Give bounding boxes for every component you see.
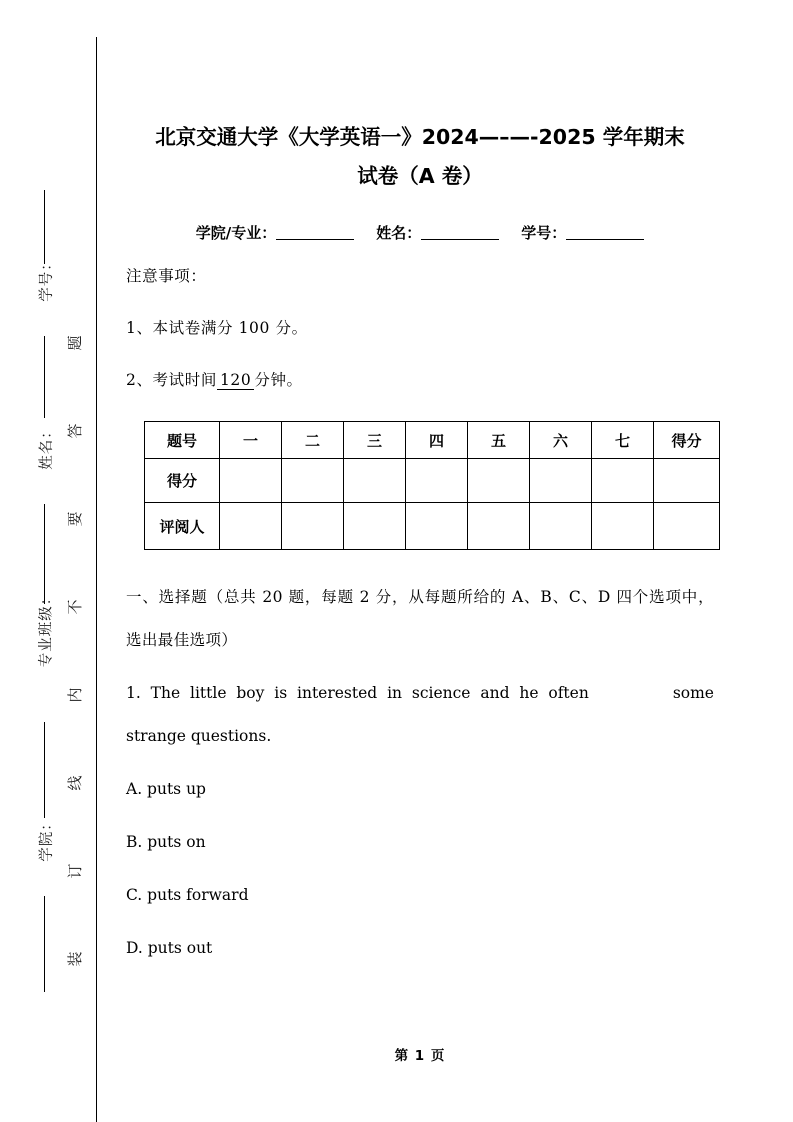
student-info-line (126, 222, 714, 243)
score-table (144, 421, 720, 550)
score-table-cell: 五 (468, 422, 530, 459)
score-table-cell[interactable] (592, 459, 654, 503)
question-1-option-b[interactable]: B. puts on (126, 833, 206, 851)
score-table-cell[interactable] (406, 459, 468, 503)
score-table-cell[interactable] (468, 459, 530, 503)
score-table-cell[interactable] (654, 503, 720, 550)
score-table-cell[interactable] (282, 503, 344, 550)
binding-field-blank[interactable] (44, 190, 45, 264)
question-1-option-d[interactable]: D. puts out (126, 939, 213, 957)
binding-field-label: 学院： (38, 815, 55, 862)
table-row (145, 459, 720, 503)
college-major-blank[interactable] (276, 224, 354, 240)
score-table-row-head: 评阅人 (145, 503, 220, 550)
binding-field-student-id (22, 255, 68, 332)
score-table-cell[interactable] (530, 503, 592, 550)
student-id-blank[interactable] (566, 224, 644, 240)
score-table-cell[interactable] (282, 459, 344, 503)
table-row (145, 503, 720, 550)
score-table-cell: 得分 (654, 422, 720, 459)
exam-title-line-1: 北京交通大学《大学英语一》2024—–—-2025 学年期末 (155, 125, 685, 149)
student-id-label: 学号： (521, 224, 567, 242)
seal-char: 不 (66, 599, 84, 615)
seal-char: 线 (66, 775, 84, 791)
question-1-text-after-blank: some strange questions. (126, 684, 714, 745)
notices-block (126, 265, 714, 391)
notice-item-2 (126, 369, 714, 391)
page-title (126, 0, 714, 196)
seal-char: 题 (66, 335, 84, 351)
question-1-text-before-blank: 1. The little boy is interested in science and he often (126, 684, 589, 702)
question-1-option-c[interactable]: C. puts forward (126, 886, 249, 904)
score-table-cell[interactable] (468, 503, 530, 550)
score-table-cell[interactable] (592, 503, 654, 550)
score-table-row-head: 题号 (145, 422, 220, 459)
seal-char: 要 (66, 511, 84, 527)
score-table-cell: 二 (282, 422, 344, 459)
score-table-cell: 四 (406, 422, 468, 459)
binding-field-label: 姓名： (38, 423, 55, 470)
score-table-cell[interactable] (344, 503, 406, 550)
binding-vertical-rule (96, 37, 97, 1122)
seal-char: 答 (66, 423, 84, 439)
table-row (145, 422, 720, 459)
seal-char: 内 (66, 687, 84, 703)
notice-item-2-suffix: 分钟。 (254, 371, 303, 389)
score-table-cell[interactable] (654, 459, 720, 503)
name-blank[interactable] (421, 224, 499, 240)
binding-field-blank[interactable] (44, 336, 45, 418)
binding-field-column (22, 0, 68, 1122)
score-table-cell[interactable] (344, 459, 406, 503)
score-table-cell: 七 (592, 422, 654, 459)
score-table-cell[interactable] (530, 459, 592, 503)
seal-char: 订 (66, 863, 84, 879)
binding-field-blank[interactable] (44, 896, 45, 992)
question-1 (126, 672, 714, 758)
binding-field-name (22, 423, 68, 500)
name-label: 姓名： (376, 224, 422, 242)
college-major-label: 学院/专业： (195, 224, 277, 242)
score-table-cell: 三 (344, 422, 406, 459)
score-table-cell[interactable] (220, 459, 282, 503)
notice-item-2-prefix: 2、考试时间 (126, 371, 217, 389)
score-table-cell: 六 (530, 422, 592, 459)
score-table-cell[interactable] (406, 503, 468, 550)
binding-field-label: 专业班级： (38, 589, 55, 668)
page-footer: 第 1 页 (394, 1048, 446, 1064)
seal-char: 装 (66, 951, 84, 967)
binding-field-college (22, 815, 68, 892)
score-table-row-head: 得分 (145, 459, 220, 503)
binding-field-label: 学号： (38, 255, 55, 302)
score-table-cell[interactable] (220, 503, 282, 550)
exam-duration-value: 120 (217, 371, 254, 390)
notices-heading: 注意事项： (126, 267, 207, 285)
exam-sheet (126, 0, 714, 1122)
binding-field-class (22, 589, 68, 714)
exam-title-line-2: 试卷（A 卷） (357, 164, 483, 188)
question-1-option-a[interactable]: A. puts up (126, 780, 206, 798)
binding-field-blank[interactable] (44, 722, 45, 818)
notice-item-1: 1、本试卷满分 100 分。 (126, 319, 308, 337)
section-one-heading: 一、选择题（总共 20 题，每题 2 分，从每题所给的 A、B、C、D 四个选项中，选出最佳选项） (126, 588, 714, 649)
score-table-cell: 一 (220, 422, 282, 459)
binding-margin (0, 0, 120, 1122)
